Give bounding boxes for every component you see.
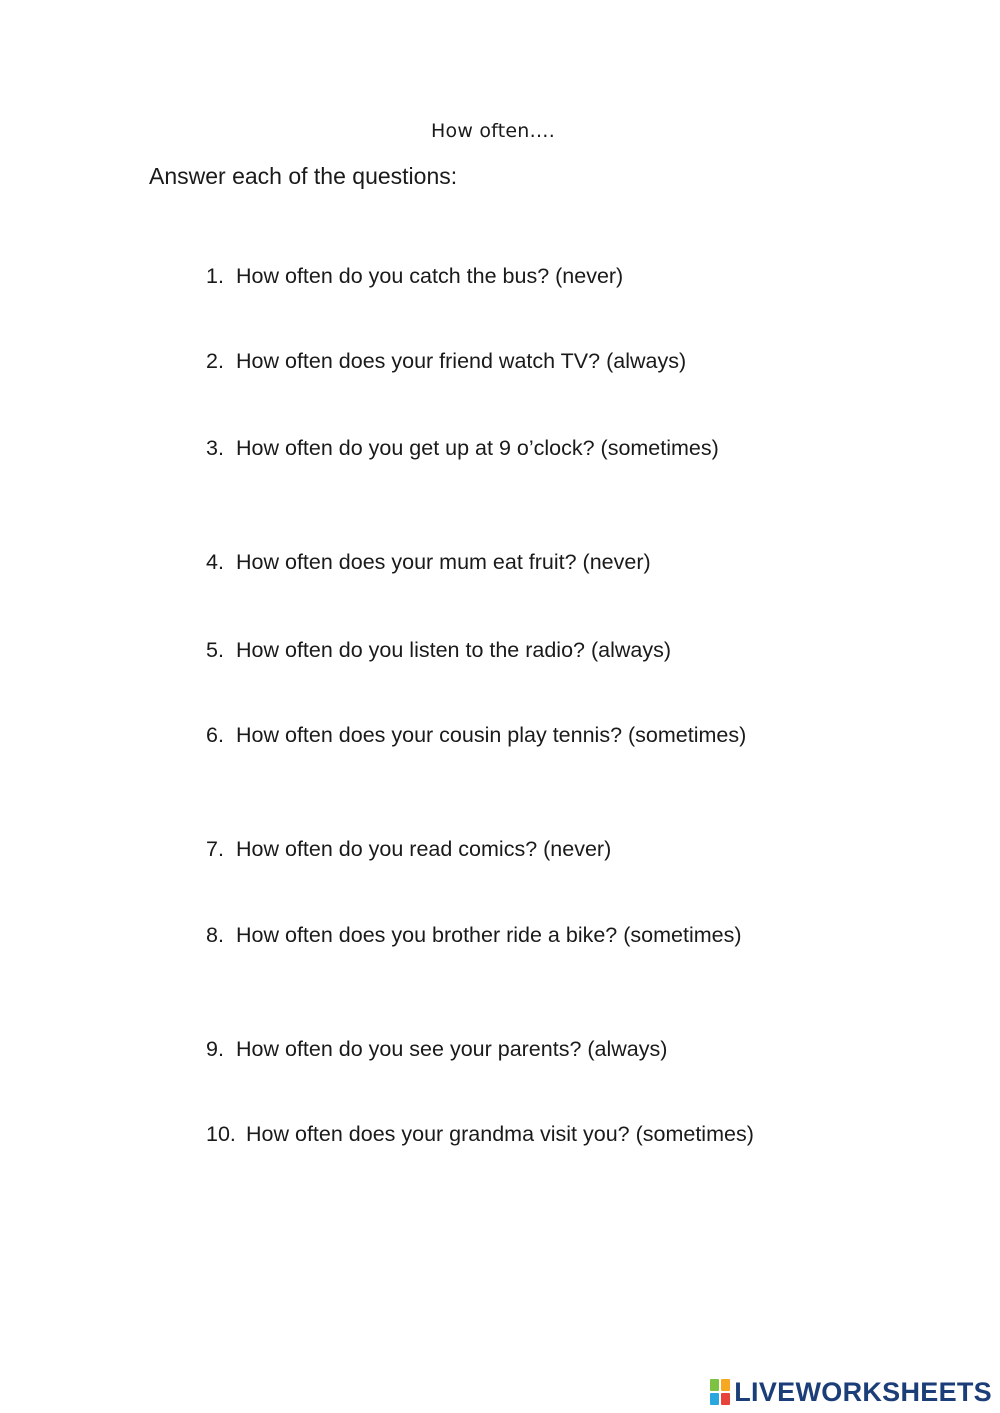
- logo-text: LIVEWORKSHEETS: [734, 1376, 992, 1407]
- question-number: 6.: [206, 723, 224, 747]
- question-text: How often do you get up at 9 o’clock? (sometimes): [236, 436, 719, 460]
- question-item: [206, 837, 611, 862]
- question-text: How often do you listen to the radio? (always): [236, 638, 672, 662]
- worksheet-title: How often….: [431, 120, 555, 142]
- question-text: How often do you read comics? (never): [236, 837, 612, 861]
- question-text: How often do you catch the bus? (never): [236, 264, 624, 288]
- question-item: [206, 349, 686, 374]
- question-text: How often do you see your parents? (always): [236, 1037, 668, 1061]
- question-number: 9.: [206, 1037, 224, 1061]
- question-number: 5.: [206, 638, 224, 662]
- question-number: 4.: [206, 550, 224, 574]
- question-item: [206, 264, 623, 289]
- question-number: 3.: [206, 436, 224, 460]
- question-text: How often does your friend watch TV? (always): [236, 349, 687, 373]
- question-number: 1.: [206, 264, 224, 288]
- liveworksheets-logo[interactable]: [710, 1377, 992, 1407]
- question-text: How often does you brother ride a bike? (sometimes): [236, 923, 742, 947]
- liveworksheets-logo-icon: [710, 1379, 730, 1405]
- question-item: [206, 1122, 754, 1147]
- question-number: 7.: [206, 837, 224, 861]
- question-item: [206, 1037, 667, 1062]
- question-item: [206, 436, 719, 461]
- question-number: 8.: [206, 923, 224, 947]
- question-text: How often does your grandma visit you? (sometimes): [246, 1122, 754, 1146]
- question-item: [206, 923, 742, 948]
- question-text: How often does your cousin play tennis? (sometimes): [236, 723, 747, 747]
- question-number: 10.: [206, 1122, 236, 1146]
- question-text: How often does your mum eat fruit? (never): [236, 550, 651, 574]
- question-item: [206, 638, 671, 663]
- question-item: [206, 723, 746, 748]
- instructions-text: Answer each of the questions:: [149, 163, 458, 189]
- question-item: [206, 550, 651, 575]
- question-number: 2.: [206, 349, 224, 373]
